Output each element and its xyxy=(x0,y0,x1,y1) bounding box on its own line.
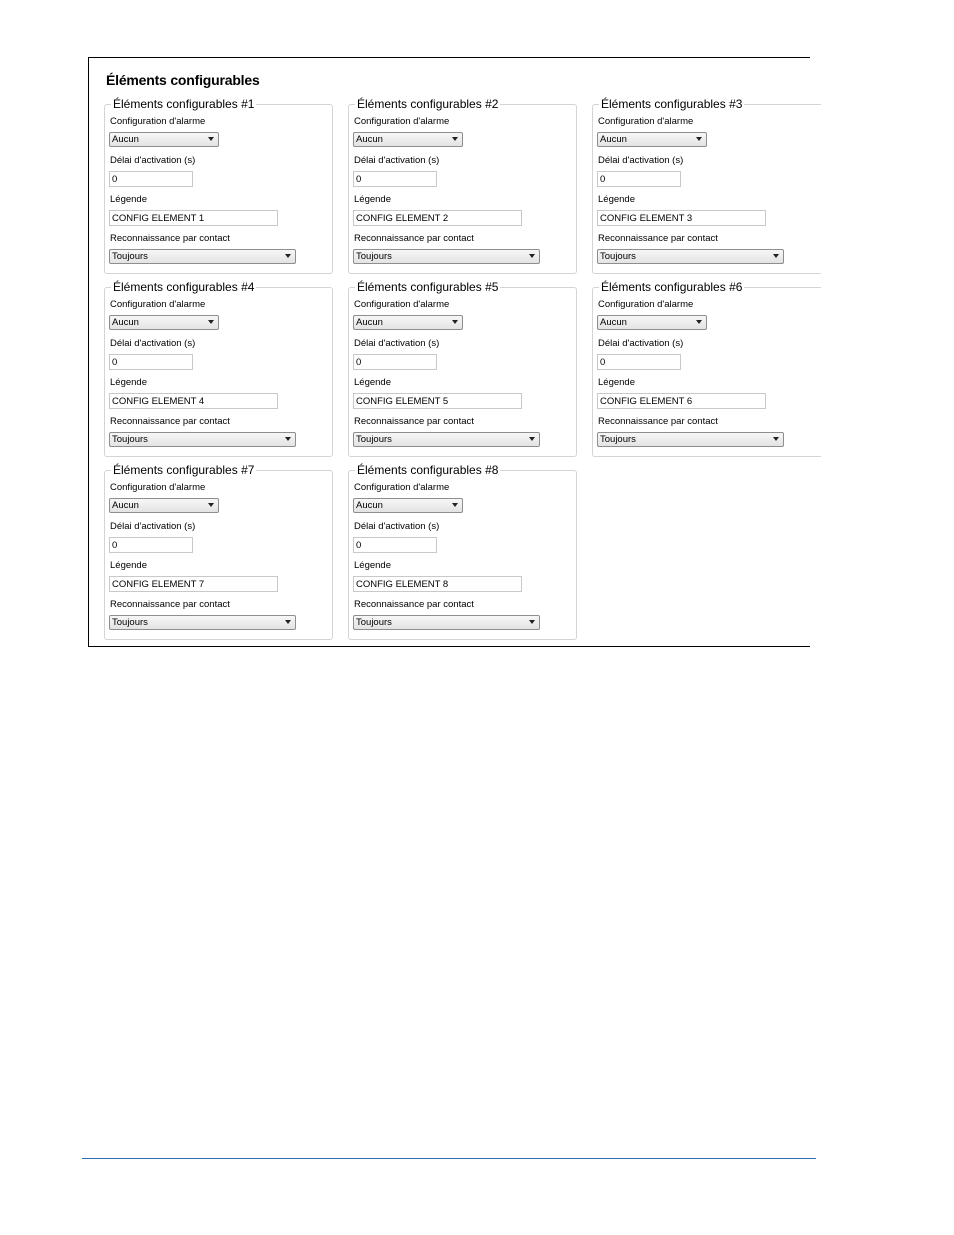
legend-label: Légende xyxy=(110,377,147,388)
chevron-down-icon xyxy=(285,437,291,441)
legend-label: Légende xyxy=(598,194,635,205)
chevron-down-icon xyxy=(696,320,702,324)
group-title: Éléments configurables #1 xyxy=(113,97,255,111)
activation-delay-input[interactable] xyxy=(109,354,193,370)
contact-ack-select[interactable] xyxy=(353,432,540,447)
contact-ack-value: Toujours xyxy=(356,617,392,628)
contact-ack-value: Toujours xyxy=(356,251,392,262)
activation-delay-input[interactable] xyxy=(353,354,437,370)
chevron-down-icon xyxy=(452,320,458,324)
alarm-config-select[interactable] xyxy=(353,315,463,330)
alarm-config-value: Aucun xyxy=(600,134,627,145)
chevron-down-icon xyxy=(529,620,535,624)
group-title: Éléments configurables #3 xyxy=(601,97,743,111)
activation-delay-input[interactable] xyxy=(353,537,437,553)
chevron-down-icon xyxy=(529,254,535,258)
alarm-config-select[interactable] xyxy=(109,315,219,330)
legend-label: Légende xyxy=(598,377,635,388)
contact-ack-label: Reconnaissance par contact xyxy=(354,233,474,244)
group-title: Éléments configurables #2 xyxy=(357,97,499,111)
contact-ack-select[interactable] xyxy=(353,249,540,264)
contact-ack-label: Reconnaissance par contact xyxy=(598,416,718,427)
legend-label: Légende xyxy=(354,377,391,388)
activation-delay-input[interactable] xyxy=(109,171,193,187)
activation-delay-label: Délai d'activation (s) xyxy=(598,155,684,166)
contact-ack-label: Reconnaissance par contact xyxy=(354,599,474,610)
chevron-down-icon xyxy=(208,137,214,141)
alarm-config-value: Aucun xyxy=(112,134,139,145)
group-title: Éléments configurables #8 xyxy=(357,463,499,477)
alarm-config-label: Configuration d'alarme xyxy=(354,116,450,127)
legend-input[interactable] xyxy=(353,576,522,592)
activation-delay-label: Délai d'activation (s) xyxy=(354,521,440,532)
alarm-config-label: Configuration d'alarme xyxy=(110,116,206,127)
contact-ack-label: Reconnaissance par contact xyxy=(354,416,474,427)
activation-delay-label: Délai d'activation (s) xyxy=(110,521,196,532)
legend-input[interactable] xyxy=(353,393,522,409)
chevron-down-icon xyxy=(285,254,291,258)
activation-delay-label: Délai d'activation (s) xyxy=(598,338,684,349)
activation-delay-input[interactable] xyxy=(353,171,437,187)
alarm-config-select[interactable] xyxy=(353,132,463,147)
configurable-elements-panel xyxy=(88,57,810,647)
activation-delay-label: Délai d'activation (s) xyxy=(110,155,196,166)
contact-ack-select[interactable] xyxy=(597,432,784,447)
contact-ack-select[interactable] xyxy=(109,615,296,630)
contact-ack-select[interactable] xyxy=(353,615,540,630)
activation-delay-input[interactable] xyxy=(597,171,681,187)
legend-label: Légende xyxy=(110,560,147,571)
legend-input[interactable] xyxy=(109,393,278,409)
legend-label: Légende xyxy=(354,560,391,571)
alarm-config-select[interactable] xyxy=(597,132,707,147)
alarm-config-value: Aucun xyxy=(356,134,383,145)
alarm-config-value: Aucun xyxy=(112,500,139,511)
contact-ack-select[interactable] xyxy=(109,249,296,264)
activation-delay-label: Délai d'activation (s) xyxy=(354,338,440,349)
alarm-config-value: Aucun xyxy=(112,317,139,328)
contact-ack-value: Toujours xyxy=(112,617,148,628)
chevron-down-icon xyxy=(208,320,214,324)
group-title: Éléments configurables #7 xyxy=(113,463,255,477)
contact-ack-value: Toujours xyxy=(112,251,148,262)
alarm-config-select[interactable] xyxy=(353,498,463,513)
chevron-down-icon xyxy=(452,503,458,507)
alarm-config-label: Configuration d'alarme xyxy=(110,482,206,493)
legend-input[interactable] xyxy=(597,393,766,409)
config-element-group-1 xyxy=(104,97,333,274)
alarm-config-value: Aucun xyxy=(356,317,383,328)
legend-input[interactable] xyxy=(109,210,278,226)
group-title: Éléments configurables #6 xyxy=(601,280,743,294)
chevron-down-icon xyxy=(452,137,458,141)
chevron-down-icon xyxy=(696,137,702,141)
legend-input[interactable] xyxy=(353,210,522,226)
activation-delay-label: Délai d'activation (s) xyxy=(354,155,440,166)
alarm-config-select[interactable] xyxy=(597,315,707,330)
config-element-group-8 xyxy=(348,463,577,640)
config-element-group-7 xyxy=(104,463,333,640)
chevron-down-icon xyxy=(285,620,291,624)
alarm-config-select[interactable] xyxy=(109,132,219,147)
alarm-config-label: Configuration d'alarme xyxy=(598,299,694,310)
config-element-group-2 xyxy=(348,97,577,274)
contact-ack-value: Toujours xyxy=(600,434,636,445)
group-title: Éléments configurables #4 xyxy=(113,280,255,294)
legend-label: Légende xyxy=(354,194,391,205)
alarm-config-select[interactable] xyxy=(109,498,219,513)
page-title: Éléments configurables xyxy=(106,72,260,88)
config-element-group-5 xyxy=(348,280,577,457)
config-element-group-3 xyxy=(592,97,821,274)
contact-ack-value: Toujours xyxy=(356,434,392,445)
legend-label: Légende xyxy=(110,194,147,205)
contact-ack-value: Toujours xyxy=(600,251,636,262)
contact-ack-label: Reconnaissance par contact xyxy=(598,233,718,244)
contact-ack-select[interactable] xyxy=(109,432,296,447)
group-title: Éléments configurables #5 xyxy=(357,280,499,294)
contact-ack-value: Toujours xyxy=(112,434,148,445)
legend-input[interactable] xyxy=(109,576,278,592)
config-element-group-4 xyxy=(104,280,333,457)
chevron-down-icon xyxy=(773,437,779,441)
contact-ack-label: Reconnaissance par contact xyxy=(110,233,230,244)
contact-ack-label: Reconnaissance par contact xyxy=(110,599,230,610)
activation-delay-input[interactable] xyxy=(109,537,193,553)
activation-delay-label: Délai d'activation (s) xyxy=(110,338,196,349)
alarm-config-label: Configuration d'alarme xyxy=(110,299,206,310)
footer-rule xyxy=(82,1158,816,1159)
contact-ack-select[interactable] xyxy=(597,249,784,264)
alarm-config-value: Aucun xyxy=(356,500,383,511)
activation-delay-input[interactable] xyxy=(597,354,681,370)
contact-ack-label: Reconnaissance par contact xyxy=(110,416,230,427)
alarm-config-label: Configuration d'alarme xyxy=(354,299,450,310)
chevron-down-icon xyxy=(208,503,214,507)
alarm-config-label: Configuration d'alarme xyxy=(598,116,694,127)
config-element-group-6 xyxy=(592,280,821,457)
chevron-down-icon xyxy=(773,254,779,258)
alarm-config-label: Configuration d'alarme xyxy=(354,482,450,493)
chevron-down-icon xyxy=(529,437,535,441)
legend-input[interactable] xyxy=(597,210,766,226)
alarm-config-value: Aucun xyxy=(600,317,627,328)
